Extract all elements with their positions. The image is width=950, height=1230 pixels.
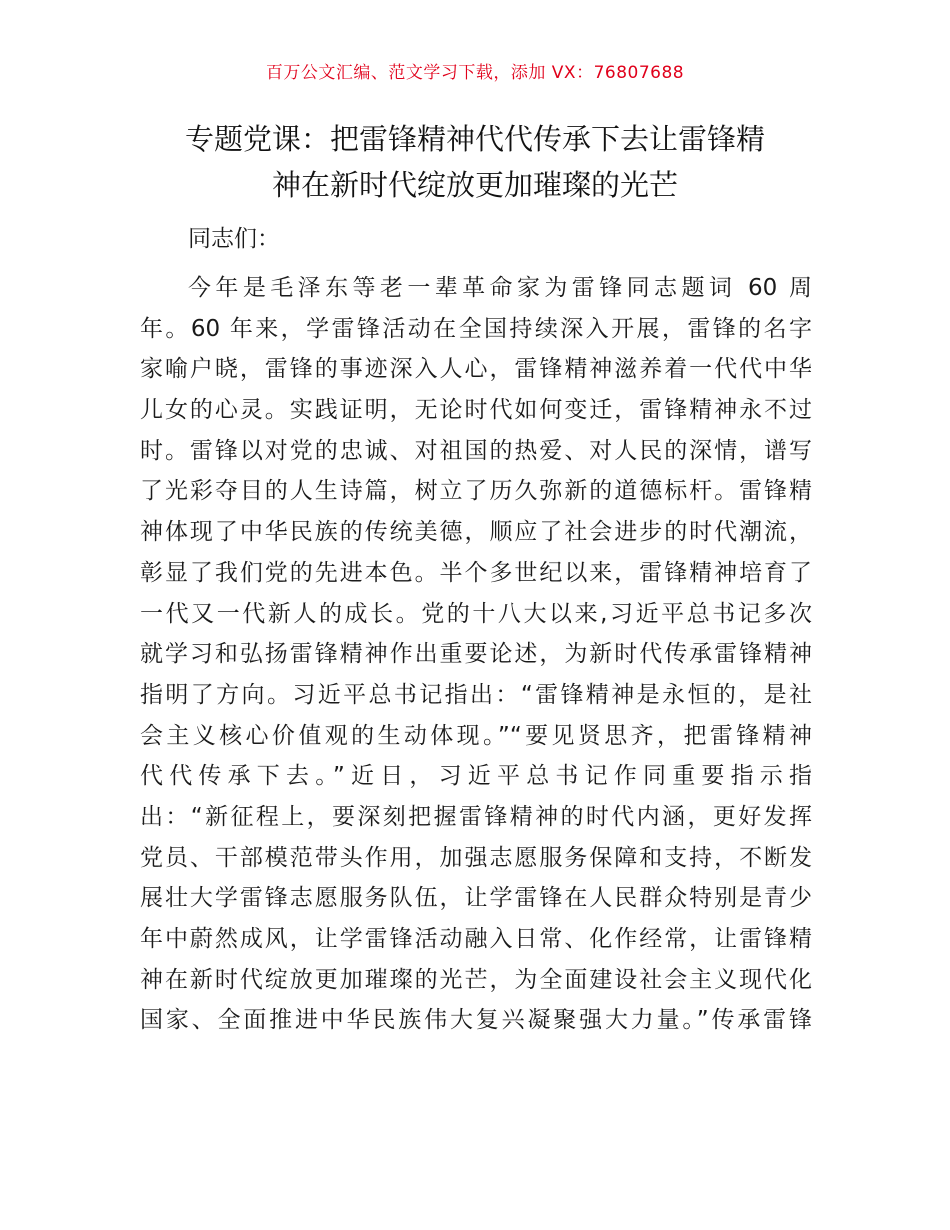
body-line: 神在新时代绽放更加璀璨的光芒，为全面建设社会主义现代化 [140,966,812,993]
salutation: 同志们： [188,226,280,252]
watermark-header: 百万公文汇编、范文学习下载，添加 VX：76807688 [265,63,685,83]
body-line: 年中蔚然成风，让学雷锋活动融入日常、化作经常，让雷锋精 [140,926,812,952]
body-line: 一代又一代新人的成长。党的十八大以来,习近平总书记多次 [140,600,812,627]
body-line: 儿女的心灵。实践证明，无论时代如何变迁，雷锋精神永不过 [140,397,812,424]
body-paragraph [140,268,812,1041]
body-line: 指明了方向。习近平总书记指出：“雷锋精神是永恒的，是社 [140,681,812,708]
body-line: 国家、全面推进中华民族伟大复兴凝聚强大力量。”传承雷锋 [140,1007,812,1034]
body-line: 今年是毛泽东等老一辈革命家为雷锋同志题词 60 周 [188,275,812,301]
body-line: 神体现了中华民族的传统美德，顺应了社会进步的时代潮流， [140,519,812,546]
body-line: 年。60 年来，学雷锋活动在全国持续深入开展，雷锋的名字 [140,315,812,342]
body-line: 就学习和弘扬雷锋精神作出重要论述，为新时代传承雷锋精神 [140,641,812,668]
body-line: 时。雷锋以对党的忠诚、对祖国的热爱、对人民的深情，谱写 [140,437,812,464]
title-line-1: 专题党课：把雷锋精神代代传承下去让雷锋精 [184,122,765,156]
body-line: 出：“新征程上，要深刻把握雷锋精神的时代内涵，更好发挥 [140,803,812,830]
body-line: 家喻户晓，雷锋的事迹深入人心，雷锋精神滋养着一代代中华 [140,356,812,383]
body-line: 展壮大学雷锋志愿服务队伍，让学雷锋在人民群众特别是青少 [140,885,812,912]
title-line-2: 神在新时代绽放更加璀璨的光芒 [271,168,678,202]
body-line: 会主义核心价值观的生动体现。”“要见贤思齐，把雷锋精神 [140,722,812,749]
body-line: 彰显了我们党的先进本色。半个多世纪以来，雷锋精神培育了 [140,559,812,586]
document-title [140,116,810,208]
body-line: 代代传承下去。”近日，习近平总书记作同重要指示指 [140,763,812,790]
body-line: 了光彩夺目的人生诗篇，树立了历久弥新的道德标杆。雷锋精 [140,478,812,505]
body-line: 党员、干部模范带头作用，加强志愿服务保障和支持，不断发 [140,844,812,871]
